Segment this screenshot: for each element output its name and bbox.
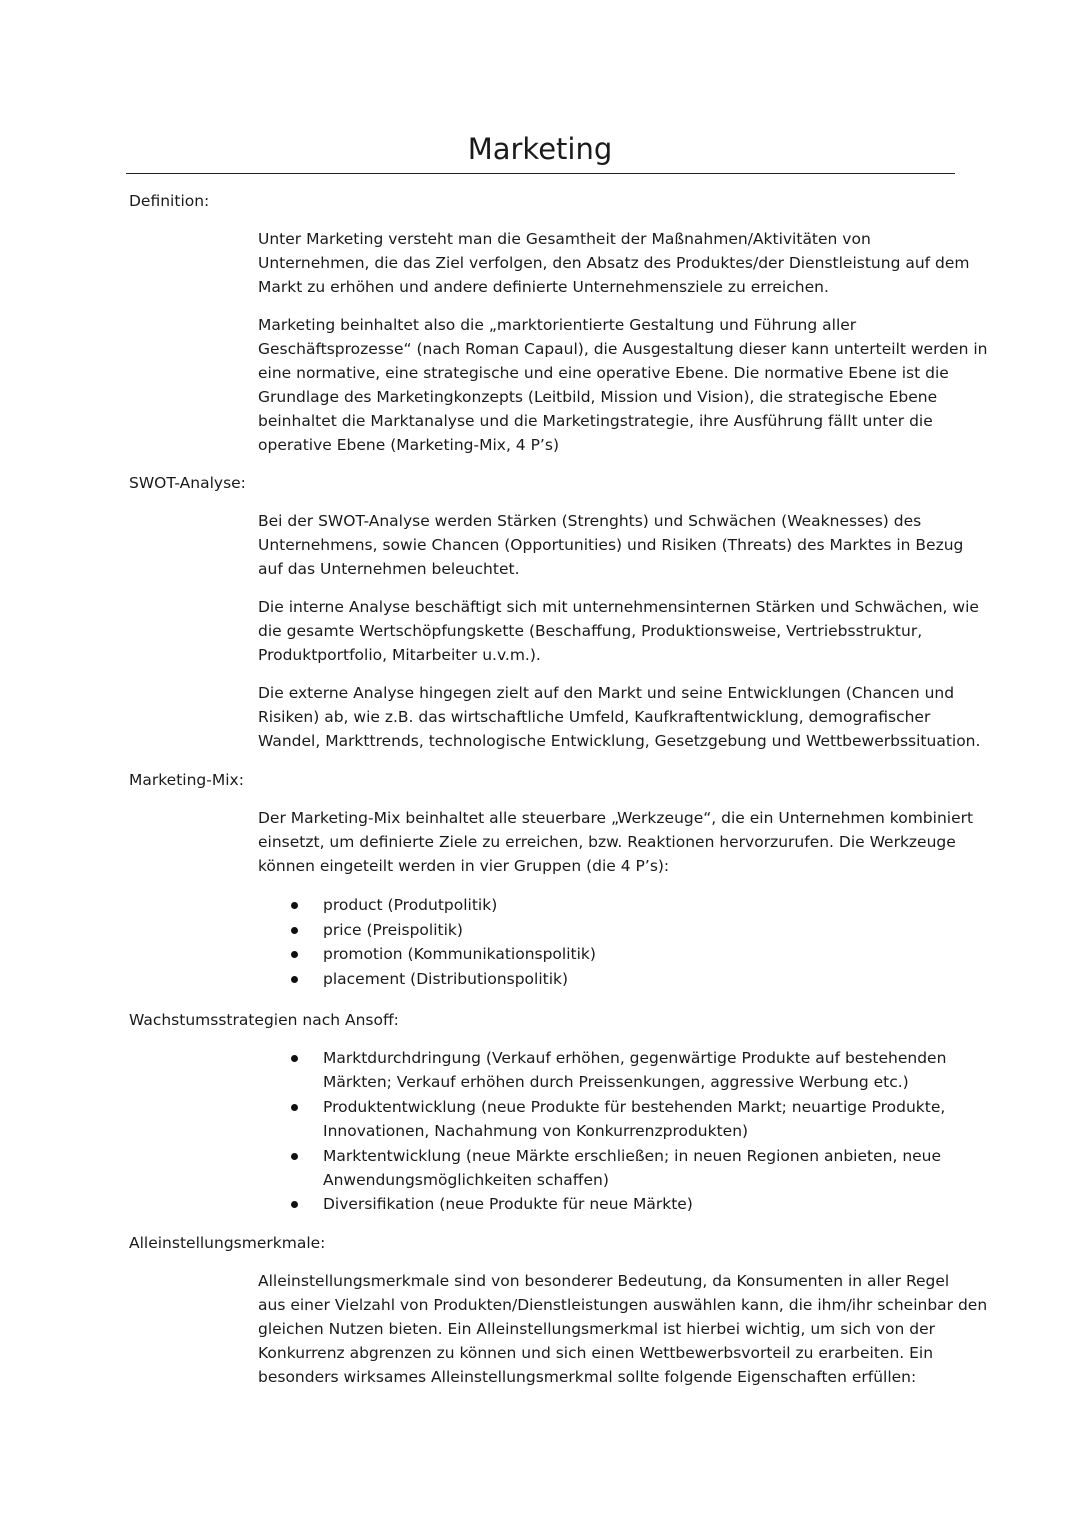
text-line: Konkurrenz abgrenzen zu können und sich einen Wettbewerbsvorteil zu erarbeiten. Ein [258, 1344, 934, 1362]
text-line: Wandel, Markttrends, technologische Entwicklung, Gesetzgebung und Wettbewerbssituation. [258, 732, 981, 750]
section-label-ansoff: Wachstumsstrategien nach Ansoff: [129, 1011, 399, 1029]
title-underline [126, 173, 955, 174]
text-line: Geschäftsprozesse“ (nach Roman Capaul), die Ausgestaltung dieser kann unterteilt werden in [258, 340, 988, 358]
swot-paragraph-2 [258, 595, 979, 667]
bullet-icon [291, 951, 298, 958]
four-ps-list [288, 893, 596, 992]
list-item-text: Innovationen, Nachahmung von Konkurrenzprodukten) [323, 1122, 749, 1141]
text-line: Unternehmen, die das Ziel verfolgen, den Absatz des Produktes/der Dienstleistung auf dem [258, 254, 970, 272]
text-line: Grundlage des Marketingkonzepts (Leitbild, Mission und Vision), die strategische Ebene [258, 388, 938, 406]
text-line: Marketing beinhaltet also die „marktorientierte Gestaltung und Führung aller [258, 316, 857, 334]
bullet-icon [291, 1104, 298, 1111]
list-item [288, 942, 596, 967]
text-line: können eingeteilt werden in vier Gruppen (die 4 P’s): [258, 857, 670, 875]
text-line: einsetzt, um definierte Ziele zu erreichen, bzw. Reaktionen hervorzurufen. Die Werkzeuge [258, 833, 956, 851]
text-line: beinhaltet die Marktanalyse und die Marketingstrategie, ihre Ausführung fällt unter die [258, 412, 933, 430]
marketing-mix-paragraph [258, 806, 973, 878]
text-line: Bei der SWOT-Analyse werden Stärken (Strenghts) und Schwächen (Weaknesses) des [258, 512, 922, 530]
bullet-icon [291, 976, 298, 983]
usp-paragraph [258, 1269, 987, 1389]
swot-paragraph-3 [258, 681, 980, 753]
list-item-text: product (Produtpolitik) [323, 896, 498, 914]
list-item-text: Diversifikation (neue Produkte für neue Märkte) [323, 1195, 693, 1214]
text-line: Produktportfolio, Mitarbeiter u.v.m.). [258, 646, 541, 664]
list-item [288, 967, 596, 992]
text-line: Die externe Analyse hingegen zielt auf den Markt und seine Entwicklungen (Chancen und [258, 684, 955, 702]
list-item-text: price (Preispolitik) [323, 920, 463, 939]
section-label-swot: SWOT-Analyse: [129, 474, 246, 492]
text-line: aus einer Vielzahl von Produkten/Dienstleistungen auswählen kann, die ihm/ihr scheinbar den [258, 1296, 988, 1314]
text-line: die gesamte Wertschöpfungskette (Beschaffung, Produktionsweise, Vertriebsstruktur, [258, 622, 923, 640]
list-item-text: Märkten; Verkauf erhöhen durch Preissenkungen, aggressive Werbung etc.) [323, 1073, 909, 1092]
list-item-text: promotion (Kommunikationspolitik) [323, 945, 596, 964]
list-item [288, 1144, 946, 1193]
section-label-marketing-mix: Marketing-Mix: [129, 771, 244, 789]
list-item [288, 1095, 946, 1144]
list-item-text: placement (Distributionspolitik) [323, 970, 569, 989]
text-line: eine normative, eine strategische und eine operative Ebene. Die normative Ebene ist die [258, 364, 949, 382]
bullet-icon [291, 902, 298, 909]
bullet-icon [291, 1153, 298, 1160]
list-item [288, 1046, 946, 1095]
text-line: Markt zu erhöhen und andere definierte Unternehmensziele zu erreichen. [258, 278, 829, 296]
list-item-text: Anwendungsmöglichkeiten schaffen) [323, 1171, 609, 1190]
section-label-definition: Definition: [129, 192, 210, 210]
definition-paragraph-2 [258, 313, 987, 457]
definition-paragraph-1 [258, 227, 970, 299]
list-item [288, 918, 596, 943]
list-item-text: Produktentwicklung (neue Produkte für bestehenden Markt; neuartige Produkte, [323, 1097, 946, 1116]
text-line: Die interne Analyse beschäftigt sich mit unternehmensinternen Stärken und Schwächen, wie [258, 598, 979, 616]
text-line: Unternehmens, sowie Chancen (Opportunities) und Risiken (Threats) des Marktes in Bezug [258, 536, 964, 554]
text-line: auf das Unternehmen beleuchtet. [258, 560, 520, 578]
text-line: Der Marketing-Mix beinhaltet alle steuerbare „Werkzeuge“, die ein Unternehmen kombiniert [258, 809, 974, 827]
text-line: operative Ebene (Marketing-Mix, 4 P’s) [258, 436, 559, 454]
list-item [288, 893, 596, 918]
text-line: Risiken) ab, wie z.B. das wirtschaftliche Umfeld, Kaufkraftentwicklung, demografischer [258, 708, 931, 726]
list-item-text: Marktdurchdringung (Verkauf erhöhen, gegenwärtige Produkte auf bestehenden [323, 1049, 947, 1067]
swot-paragraph-1 [258, 509, 963, 581]
bullet-icon [291, 1055, 298, 1062]
section-label-usp: Alleinstellungsmerkmale: [129, 1234, 326, 1252]
ansoff-list [288, 1046, 946, 1217]
text-line: besonders wirksames Alleinstellungsmerkmal sollte folgende Eigenschaften erfüllen: [258, 1368, 917, 1386]
list-item [288, 1192, 946, 1216]
list-item-text: Marktentwicklung (neue Märkte erschließen; in neuen Regionen anbieten, neue [323, 1146, 942, 1165]
text-line: gleichen Nutzen bieten. Ein Alleinstellungsmerkmal ist hierbei wichtig, um sich von der [258, 1320, 936, 1338]
text-line: Unter Marketing versteht man die Gesamtheit der Maßnahmen/Aktivitäten von [258, 230, 871, 248]
bullet-icon [291, 1201, 298, 1208]
bullet-icon [291, 927, 298, 934]
text-line: Alleinstellungsmerkmale sind von besonderer Bedeutung, da Konsumenten in aller Regel [258, 1272, 950, 1290]
page-title: Marketing [467, 132, 613, 166]
